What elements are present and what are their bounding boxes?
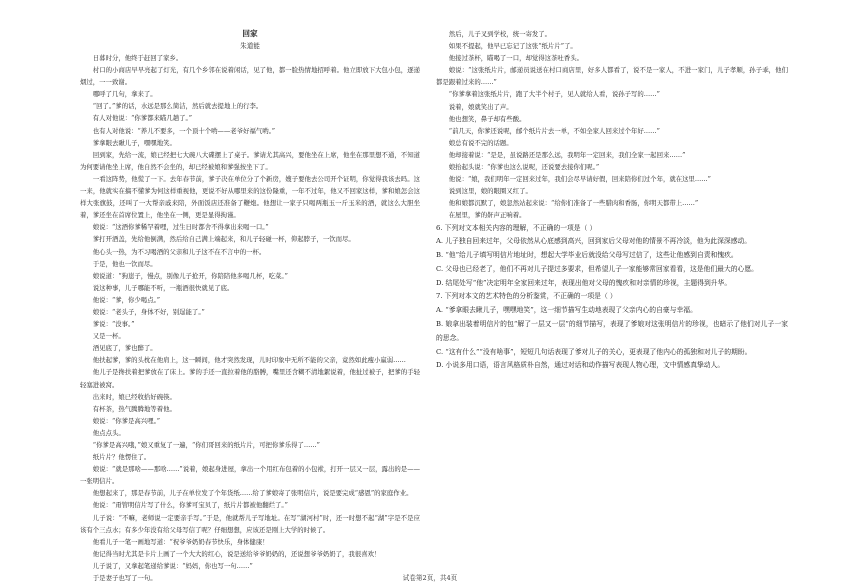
story-paragraph: 村口的小商店早早亮起了灯光，有几个乡邻在说着闲话，见了他，都一脸热情地招呼着。他立即放下大包小包，逐递烟过，一一致谢。 — [80, 66, 420, 87]
story-paragraph: 纸片片？他愣住了。 — [92, 453, 151, 462]
question-option: A. 儿子独自回来过年，父母依然从心底感到高兴，回到家后父母对他的情景不再冷淡，他为此深深感动。 — [436, 237, 752, 246]
story-paragraph: 如果不提起，他早已忘记了这张“纸片片”了。 — [448, 42, 577, 51]
question-section — [436, 222, 788, 374]
story-paragraph: 说这种事，儿子哪能不听，一瓶酒很快就见了底。 — [92, 283, 234, 292]
story-paragraph: 一看这阵势，他慌了一下。去年春节前，爹子决在单位分了个新房，嫂子要他去公司开个证明，你觉得我该去吗。这一来，他就实在搞不懂爹为何这样重视他，更说不好从哪里来的这份隆重，一年不过年，他又不回家这样，爹和娘怎会这样大张旗鼓，还叫了一大帮亲戚来陪，外面饭店还准备了鞭炮。他想让一家子只喝两瓶玉一斤玉米的酒，就这么大胆坐着，爹还坐在首席位置上，他坐在一侧，更是显得拘谨。 — [80, 174, 420, 220]
story-paragraph: 他点点头。 — [92, 428, 125, 437]
story-paragraph: 他和娘都沉默了，娘忽然站起来说：“给你们准备了一些腊肉和香肠，你明天都带上……” — [448, 199, 699, 208]
story-paragraph: 出来时，娘已经收拾好碗筷。 — [92, 392, 176, 401]
story-paragraph: 他说：“娘，我们明年一定回来过年，我们会尽早请好假，回来陪你们过个年，就在这里……” — [448, 175, 711, 184]
question-stem: 7. 下列对本文的艺术特色的分析鉴赏，不正确的一项是（ ） — [436, 292, 617, 301]
story-paragraph: 儿子说：“不嘛，老师说一定要亲手写。”于是，他就帮儿子写地址。在写“湖河村”时，还一时想不起“湖”字是不是应该有个三点水；有多少年没有给父母写信了呢？仔细想想，应该还是刚上大学的时候了。 — [80, 513, 420, 534]
story-paragraph: “回了。”爹的话，水远是那么简洁，然后就去提地上的行李。 — [92, 102, 263, 111]
story-paragraph: 有人对他说：“你爹都来瞄几趟了。” — [92, 114, 192, 123]
question-option: B. “他”给儿子填写明信片地址时，想起大学毕业后就没给父母写过信了，这些让他感到自责和愧疚。 — [436, 251, 738, 260]
story-body-right — [436, 28, 788, 222]
story-paragraph: 在屋里，爹的鼾声正响着。 — [448, 211, 526, 220]
story-paragraph: 然后，儿子叉到学校，统一寄发了。 — [448, 30, 552, 38]
story-title: 回家 — [242, 29, 258, 38]
story-paragraph: “你爹是高兴哦，”娘又重复了一遍，“你们哥回来的纸片片，可把你爹乐得了……” — [92, 441, 320, 449]
story-paragraph: 哪呼了几句，拿来了。 — [92, 90, 157, 99]
story-paragraph: 他儿子是搀扶着把爹放在了床上。爹的手还一直拉着他的胳膊，嘴里还含糊不清地絮说着，他扯过被子，把爹的手轻轻塞进被窝。 — [80, 368, 420, 389]
question-option: A. “爹拿眼去瞅儿子，嘿嘿地笑”，这一细节描写生动地表现了父亲内心的自豪与幸福。 — [436, 306, 697, 315]
story-paragraph: 娘说：“就是那啥——那啥……”说着，娘起身进屋，拿出一个用红布包着的小包袱，打开一层又一层，露出的是——一张明信片。 — [80, 465, 420, 486]
question-option: D. 小说多用口语，语言风格质朴自然，通过对话和动作描写表现人物心理，文中情感真挚动人。 — [436, 361, 725, 370]
story-paragraph: 说到这里，娘的眼圈又红了。 — [448, 187, 532, 196]
question-option: C. “这有什么”“没有啥事”，短短几句话表现了爹对儿子的关心，更表现了他内心的孤独和对儿子的期盼。 — [436, 347, 752, 356]
story-paragraph: 他想起来了，那是春节前，儿子在单位发了个年货纸……给了爹娘寄了张明信片，说是要完成“感恩”的家庭作业。 — [92, 489, 413, 498]
story-paragraph: 儿子说了，又拿起笔递给爹说：“妈妈，你也写一句……” — [92, 561, 253, 570]
story-column-right — [436, 28, 788, 373]
story-paragraph: 他扶起爹，爹的头枕在他肩上，这一瞬间，他才突然发现，儿时印象中无所不能的父亲，竟然如此瘦小羸弱…… — [92, 356, 406, 365]
story-paragraph: 于是，他也一饮而尽。 — [92, 259, 157, 268]
story-paragraph: “你爹拿着这张纸片片，跑了大半个村子，见人就给人看，说孙子写的……” — [448, 90, 660, 99]
story-paragraph: 娘说：“老头子，身体不好，别逞能了。” — [92, 307, 205, 316]
story-paragraph: 娘总有说不完的话题。 — [448, 138, 513, 147]
story-paragraph: 娘说：“你爹是高兴哩。” — [92, 416, 161, 425]
story-column-left — [80, 28, 420, 584]
story-paragraph: 爹打开酒盖，先给他倒满，然后给自己满上端起来，和儿子轻碰一杯，仰起脖子，一饮而尽。 — [92, 235, 355, 244]
story-paragraph: 他心头一热，为不习喝酒的父亲和儿子这不在不言中的一杯。 — [92, 247, 266, 256]
question-option: B. 娘拿出装着明信片的包“解了一层又一层”的细节描写，表现了爹娘对这张明信片的珍视，也暗示了他们对儿子一家的思念。 — [436, 320, 788, 342]
story-paragraph: 他也想笑，鼻子却有些酸。 — [448, 114, 526, 123]
story-paragraph: 爹说：“没事。” — [92, 320, 135, 329]
story-paragraph: 他看儿子一笔一画地写道：“祝爷爷奶奶春节快乐，身体健康！ — [92, 537, 269, 546]
story-paragraph: 也有人对他说：“养儿不要多，一个顶十个哟——老爷好福气哟。” — [92, 126, 276, 135]
story-paragraph: 爹拿眼去瞅儿子，嘿嘿地笑。 — [92, 138, 176, 147]
question-option: C. 父母也已经老了，他们不再对儿子提过多要求，但希望儿子一家能够常回家看看，这是他们最大的心愿。 — [436, 264, 758, 273]
story-paragraph: 他说：“甭管明信片写了什么，你爹可宝贝了，纸片片都被他翻烂了。” — [92, 501, 288, 510]
story-paragraph: 又是一杯。 — [92, 332, 125, 341]
story-author: 朱道能 — [240, 42, 260, 50]
story-paragraph: 他却接着说：“是是，虽说路还是那么远，我明年一定回来，我们全家一起回来……” — [448, 150, 686, 159]
story-paragraph: 娘抬起头说：“你爹也这么说呢，还说要去接你们呢。” — [448, 163, 600, 172]
question-option: D. 结尾处写“他”决定明年全家回来过年，表现出他对父母的愧疚和对亲情的珍视，主题得到升华。 — [436, 278, 732, 287]
story-body-left — [80, 52, 420, 584]
story-paragraph: 他接过茶杯，瞄喝了一口，却觉得这茶吐香头。 — [448, 54, 583, 63]
story-paragraph: 娘说：“这张纸片片，邮递员说送在村口商店里，好多人都看了，说不是一家人，不进一家门，儿子孝顺，孙子乖，他们都是跟着过来的……” — [436, 66, 788, 87]
question-stem: 6. 下列对文本相关内容的理解，不正确的一项是（ ） — [436, 223, 597, 232]
story-paragraph: 他说：“爹，你少喝点。” — [92, 295, 161, 304]
page-footer: 试卷第2页，共4页 — [402, 574, 458, 582]
story-paragraph: 说着，娘就笑出了声。 — [448, 102, 513, 111]
story-paragraph: 娘说：“这酒你爹稀罕着哩，过生日时都舍不得拿出来喝一口。” — [92, 223, 269, 232]
story-paragraph: 酒见底了，爹也醉了。 — [92, 344, 157, 353]
story-paragraph: 日暮时分，他终于赶回了家乡。 — [92, 54, 183, 62]
story-paragraph: 回到家，先给一流，娘已经把七大碗八大碟摆上了桌子。爹请尤其高兴，要他坐在上席，他坐在那里想不通，不知道为何要请他坐上席，他自然不会坐的，却已经被娘和爹强按坐下了。 — [80, 150, 420, 171]
story-paragraph: 娘说道：“狗崽子，慢点，别像儿子抢开，你陪陪他多喝几杯，吃菜。” — [92, 271, 288, 280]
story-paragraph: 于是妻子也写了一句。 — [92, 574, 157, 583]
story-paragraph: 他记得当时尤其是卡片上画了一个大大的红心，说是送给爷爷奶奶的，还说想爷爷奶奶了，我很喜欢！ — [92, 549, 381, 558]
story-paragraph: 有杯茶，热气腾腾地等着他。 — [92, 404, 176, 413]
story-paragraph: “前几天，你爹还说呢，邮个纸片片去一单，不如全家人回来过个年好……” — [448, 126, 660, 135]
